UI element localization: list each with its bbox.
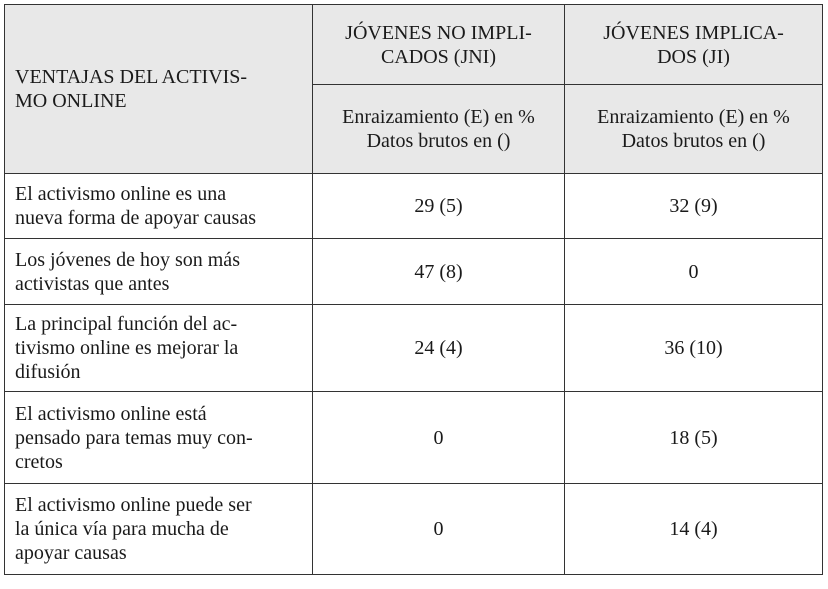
- table-row: [5, 305, 823, 392]
- group-title-line: JÓVENES NO IMPLI-: [345, 21, 532, 44]
- row-label: [5, 484, 313, 575]
- value-ji: 32 (9): [565, 174, 823, 239]
- value-ji: 36 (10): [565, 305, 823, 392]
- row-header-line: VENTAJAS DEL ACTIVIS-: [15, 66, 248, 88]
- value-jni: 0: [313, 484, 565, 575]
- row-label-line: pensado para temas muy con-: [15, 426, 253, 449]
- row-label: [5, 239, 313, 305]
- row-label-line: activistas que antes: [15, 272, 170, 295]
- group-header-ji: [565, 5, 823, 85]
- row-label-line: La principal función del ac-: [15, 313, 238, 335]
- subheader-ji: [565, 85, 823, 174]
- group-header-jni: [313, 5, 565, 85]
- row-label: [5, 174, 313, 239]
- value-jni: 0: [313, 392, 565, 484]
- row-label-line: la única vía para mucha de: [15, 518, 229, 540]
- table-row: [5, 174, 823, 239]
- subheader-line: Enraizamiento (E) en %: [342, 106, 535, 128]
- row-label: [5, 305, 313, 392]
- row-header-cell: [5, 5, 313, 174]
- subheader-jni: [313, 85, 565, 174]
- value-jni: 29 (5): [313, 174, 565, 239]
- row-label-line: El activismo online está: [15, 402, 207, 425]
- table-row: [5, 239, 823, 305]
- subheader-line: Datos brutos en (): [366, 130, 511, 152]
- header-row: [5, 5, 823, 85]
- row-label-line: tivismo online es mejorar la: [15, 337, 239, 359]
- group-title-line: JÓVENES IMPLICA-: [603, 21, 784, 44]
- table-row: [5, 484, 823, 575]
- value-jni: 47 (8): [313, 239, 565, 305]
- row-label-line: El activismo online es una: [15, 183, 227, 205]
- row-label: [5, 392, 313, 484]
- row-label-line: nueva forma de apoyar causas: [15, 207, 256, 229]
- value-ji: 14 (4): [565, 484, 823, 575]
- value-ji: 18 (5): [565, 392, 823, 484]
- group-title-line: CADOS (JNI): [381, 45, 496, 68]
- subheader-line: Datos brutos en (): [621, 130, 766, 152]
- group-title-line: DOS (JI): [657, 45, 730, 68]
- value-ji: 0: [565, 239, 823, 305]
- results-table: [4, 4, 823, 575]
- row-header-line: MO ONLINE: [15, 90, 127, 112]
- subheader-line: Enraizamiento (E) en %: [597, 106, 790, 128]
- table-row: [5, 392, 823, 484]
- row-label-line: apoyar causas: [15, 542, 127, 564]
- row-label-line: Los jóvenes de hoy son más: [15, 248, 240, 271]
- row-label-line: cretos: [15, 450, 63, 473]
- row-label-line: El activismo online puede ser: [15, 494, 252, 516]
- value-jni: 24 (4): [313, 305, 565, 392]
- row-label-line: difusión: [15, 361, 81, 383]
